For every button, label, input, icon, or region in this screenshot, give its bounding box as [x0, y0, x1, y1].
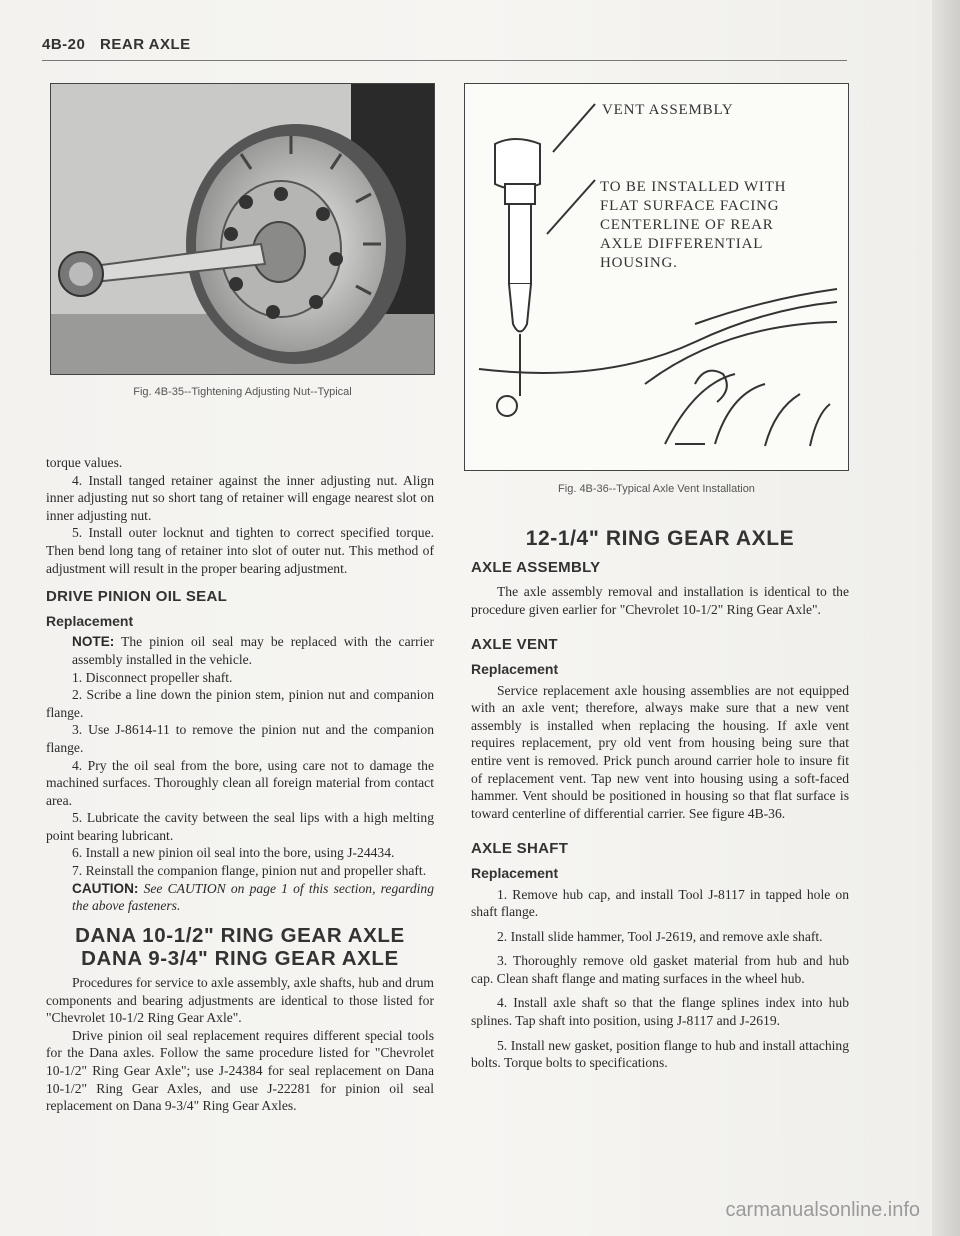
note-text: The pinion oil seal may be replaced with the carrier assembly installed in the vehicle.: [72, 634, 434, 667]
paragraph: Drive pinion oil seal replacement requires different special tools for the Dana axles. Follow the same procedure listed for "Chevrolet 10-1/2" Ring Gear Axle"; use J-24384 for seal replacement on Dana 10-1/2" Ring Gear Axles, and use J-22281 for pinion oil seal replacement on Dana 9-3/4" Ring Gear Axles.: [46, 1027, 434, 1114]
note-paragraph: [46, 633, 434, 668]
section-heading: AXLE ASSEMBLY: [471, 558, 601, 576]
section-heading-12-ring: 12-1/4" RING GEAR AXLE: [525, 527, 795, 550]
install-line: HOUSING.: [600, 255, 678, 271]
paragraph: 4. Install tanged retainer against the inner adjusting nut. Align inner adjusting nut so short tang of retainer will engage nearest slot on inner adjusting nut.: [46, 472, 434, 523]
caution-label: CAUTION:: [72, 880, 139, 896]
figure-tightening-nut-photo: [50, 83, 435, 375]
list-item: 7. Reinstall the companion flange, pinion nut and propeller shaft.: [72, 863, 427, 879]
list-item: 3. Thoroughly remove old gasket material from hub and hub cap. Clean shaft flange and mating surfaces in the wheel hub.: [471, 953, 849, 986]
paragraph: 5. Install outer locknut and tighten to correct specified torque. Then bend long tang of retainer into slot of outer nut. This method of adjustment will result in the proper bearing adjustment.: [46, 525, 434, 576]
list-item: 2. Install slide hammer, Tool J-2619, and remove axle shaft.: [497, 928, 823, 944]
section-heading: AXLE VENT: [471, 636, 558, 654]
list-item: 4. Pry the oil seal from the bore, using care not to damage the machined surfaces. Thoroughly clean all foreign material from contact area.: [46, 757, 434, 808]
caution-paragraph: [46, 880, 434, 915]
wheel-hub-photo-icon: [51, 84, 434, 374]
paragraph: Procedures for service to axle assembly, axle shafts, hub and drum components and bearing adjustments are identical to those listed for "Chevrolet 10-1/2 Ring Gear Axle".: [46, 975, 434, 1026]
section-heading: AXLE SHAFT: [471, 840, 569, 858]
page-number: 4B-20: [42, 36, 86, 53]
install-line: AXLE DIFFERENTIAL: [600, 236, 764, 252]
paragraph: torque values.: [46, 455, 123, 470]
list-item: 5. Lubricate the cavity between the seal lips with a high melting point bearing lubricant.: [46, 810, 434, 843]
watermark: carmanualsonline.info: [725, 1199, 920, 1221]
list-item: 6. Install a new pinion oil seal into the bore, using J-24434.: [72, 845, 395, 861]
vent-assembly-label: VENT ASSEMBLY: [602, 102, 734, 118]
list-item: 1. Disconnect propeller shaft.: [72, 669, 233, 685]
section-heading: DRIVE PINION OIL SEAL: [46, 588, 228, 606]
list-item: 1. Remove hub cap, and install Tool J-8117 in tapped hole on shaft flange.: [471, 886, 849, 920]
subsection-heading: Replacement: [471, 660, 559, 677]
subsection-heading: Replacement: [46, 612, 134, 629]
install-line: TO BE INSTALLED WITH: [600, 179, 787, 195]
list-item: 3. Use J-8614-11 to remove the pinion nut and the companion flange.: [46, 722, 434, 755]
note-label: NOTE:: [72, 634, 115, 650]
figure-caption: Fig. 4B-35--Tightening Adjusting Nut--Typical: [133, 386, 352, 398]
section-title: REAR AXLE: [100, 36, 191, 53]
install-instruction-label: [600, 178, 840, 273]
right-column: [471, 527, 849, 1072]
paragraph: Service replacement axle housing assemblies are not equipped with an axle vent; therefore, always make sure that a new vent assembly is installed when replacing the housing. If axle vent requires replacement, pry old vent from housing being sure that entire vent is removed. Prick punch around carrier hole to insure fit of replacement vent. Tap new vent into housing using a soft-faced hammer. Vent should be positioned in housing so that flat surface is toward centerline of differential carrier. See figure 4B-36.: [471, 682, 849, 821]
page-header: [42, 36, 852, 53]
list-item: 2. Scribe a line down the pinion stem, pinion nut and companion flange.: [46, 687, 434, 720]
caution-text: See CAUTION on page 1 of this section, regarding the above fasteners.: [72, 880, 434, 914]
left-column: [46, 454, 434, 1115]
section-heading-dana-9: DANA 9-3/4" RING GEAR AXLE: [81, 947, 399, 971]
install-line: FLAT SURFACE FACING: [600, 198, 780, 214]
figure-caption: Fig. 4B-36--Typical Axle Vent Installation: [558, 483, 755, 495]
list-item: 4. Install axle shaft so that the flange splines index into hub splines. Tap shaft into position, using J-8117 and J-2619.: [471, 995, 849, 1029]
subsection-heading: Replacement: [471, 864, 559, 881]
axle-vent-drawing-icon: [465, 84, 848, 470]
page-edge-shadow: [932, 0, 960, 1236]
paragraph: The axle assembly removal and installation is identical to the procedure given earlier for "Chevrolet 10-1/2" Ring Gear Axle".: [471, 584, 849, 617]
header-rule: [42, 60, 847, 61]
list-item: 5. Install new gasket, position flange to hub and install attaching bolts. Torque bolts to specifications.: [471, 1037, 849, 1071]
install-line: CENTERLINE OF REAR: [600, 217, 774, 233]
figure-axle-vent-diagram: [464, 83, 849, 471]
section-heading-dana-10: DANA 10-1/2" RING GEAR AXLE: [75, 923, 405, 947]
